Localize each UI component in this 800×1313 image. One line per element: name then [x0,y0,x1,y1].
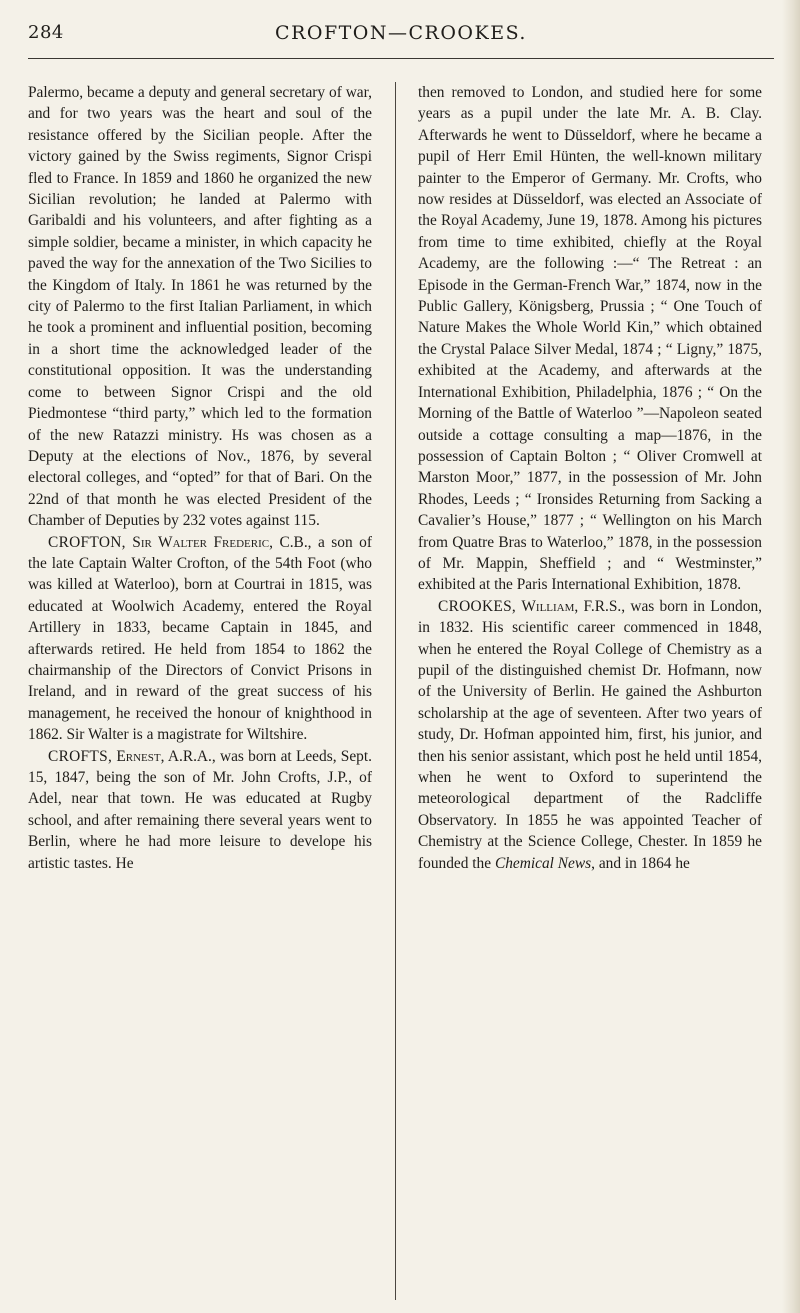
periodical-title: Chemical News [494,854,592,872]
entry-body: C.B., a son of the late Captain Walter Crofton, of the 54th Foot (who was killed at Waterloo), born at Courtrai in 1815, was educated at Woolwich Academy, entered the Royal Artillery in 1833, became Captain in 1845, and afterwards retired. He held from 1854 to 1862 the chairmanship of the Directors of Convict Prisons in Ireland, and in reward of the great success of his management, he received the honour of knighthood in 1862. Sir Walter is a magistrate for Wiltshire. [28,533,372,744]
right-column [418,82,762,874]
entry-body: A.R.A., was born at Leeds, Sept. 15, 1847, being the son of Mr. John Crofts, J.P., of Adel, near that town. He was educated at Rugby school, and after remaining there several years went to Berlin, where he had more leisure to develope his artistic tastes. He [28,747,372,872]
entry-headword: CROOKES, [438,597,517,615]
column-divider [395,82,396,1300]
entry-title-name: Ernest, [116,747,165,765]
page-number: 284 [28,22,64,43]
crispi-entry-continuation: Palermo, became a deputy and general secretary of war, and for two years was the heart and soul of the resistance offered by the Sicilian people. After the victory gained by the Swiss regiments, Signor Crispi fled to France. In 1859 and 1860 he organized the new Sicilian revolution; he landed at Palermo with Garibaldi and his volunteers, and after fighting as a simple soldier, became a minister, in which capacity he paved the way for the annexation of the Two Sicilies to the Kingdom of Italy. In 1861 he was returned by the city of Palermo to the first Italian Parliament, in which he took a prominent and influential position, becoming in a short time the acknowledged leader of the constitutional opposition. It was the understanding come to between Signor Crispi and the old Piedmontese “third party,” which led to the formation of the new Ratazzi ministry. Hs was chosen as a Deputy at the elections of Nov., 1876, by several electoral colleges, and “opted” for that of Bari. On the 22nd of that month he was elected President of the Chamber of Deputies by 232 votes against 115. [28,84,372,530]
crookes-entry [418,596,762,874]
entry-headword: CROFTON, [48,533,126,551]
entry-title-name: Sir Walter Frederic, [132,533,273,551]
header-rule [28,58,774,59]
crofton-entry [28,532,372,746]
running-head: CROFTON—CROOKES. [275,22,527,44]
left-column [28,82,372,874]
entry-body: F.R.S., was born in London, in 1832. His scientific career commenced in 1848, when he entered the Royal College of Chemistry as a pupil of the distinguished chemist Dr. Hofmann, now of the University of Berlin. He gained the Ashburton scholarship at the age of seventeen. After two years of study, Dr. Hofman appointed him, first, his junior, and then his senior assistant, which post he held until 1854, when he went to Oxford to superintend the meteorological department of the Radcliffe Observatory. In 1855 he was appointed Teacher of Chemistry at the Science College, Chester. In 1859 he founded the [418,597,762,872]
entry-title-name: William, [521,597,579,615]
crofts-entry-continuation: then removed to London, and studied here for some years as a pupil under the late Mr. A. B. Clay. Afterwards he went to Düsseldorf, where he became a pupil of Herr Emil Hünten, the well-known military painter to the Emperor of Germany. Mr. Crofts, who now resides at Düsseldorf, was elected an Associate of the Royal Academy, June 19, 1878. Among his pictures from time to time exhibited, chiefly at the Royal Academy, are the following :—“ The Retreat : an Episode in the German-French War,” 1874, now in the Public Gallery, Königsberg, Prussia ; “ One Touch of Nature Makes the Whole World Kin,” which obtained the Crystal Palace Silver Medal, 1874 ; “ Ligny,” 1875, exhibited at the Academy, and afterwards at the International Exhibition, Philadelphia, 1876 ; “ On the Morning of the Battle of Waterloo ”—Napoleon seated outside a cottage consulting a map—1876, in the possession of Captain Bolton ; “ Oliver Cromwell at Marston Moor,” 1877, in the possession of Mr. John Rhodes, Leeds ; “ Ironsides Returning from Sacking a Cavalier’s House,” 1877 ; “ Wellington on his March from Quatre Bras to Waterloo,” 1878, in the possession of Mr. Mappin, Sheffield ; and “ Westminster,” exhibited at the Paris International Exhibition, 1878. [418,84,762,594]
entry-headword: CROFTS, [48,747,113,765]
page-edge-shadow [782,0,800,1313]
entry-body-end: , and in 1864 he [591,854,690,872]
page-header [28,20,774,50]
crofts-entry [28,746,372,874]
